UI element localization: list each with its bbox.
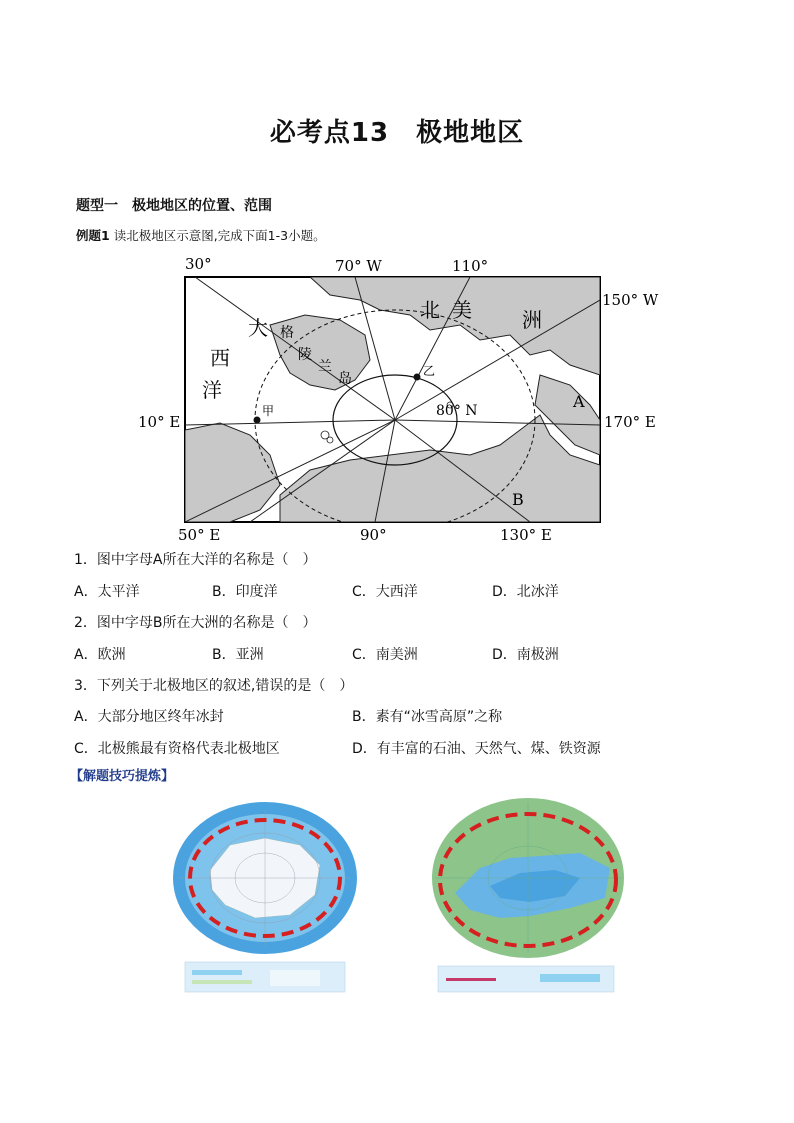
label-70w: 70° W [335,257,382,275]
point-yi [414,374,421,381]
label-170e: 170° E [604,413,656,431]
q3-option-b: B．素有“冰雪高原”之称 [352,709,503,725]
label-150w: 150° W [602,291,659,309]
q2-option-d: D．南极洲 [492,647,559,663]
arctic-map [130,255,670,545]
label-da: 大 [248,316,268,340]
tips-heading: 【解题技巧提炼】 [70,769,175,784]
arctic-color-map [430,798,630,998]
example-intro [76,226,326,244]
label-A: A [573,392,585,411]
q1-option-a: A．太平洋 [74,584,140,600]
q1-option-b: B．印度洋 [212,584,278,600]
q1-option-c: C．大西洋 [352,584,418,600]
antarctica-legend [185,962,345,992]
q3-option-a: A．大部分地区终年冰封 [74,709,224,725]
q3-option-c: C．北极熊最有资格代表北极地区 [74,741,280,757]
q2-option-c: C．南美洲 [352,647,418,663]
label-130e: 130° E [500,526,552,544]
label-ge: 格 [280,325,294,341]
island [327,437,333,443]
label-30: 30° [185,255,212,273]
antarctica-map [170,800,360,1000]
label-yang: 洋 [202,378,222,402]
q2-option-b: B．亚洲 [212,647,264,663]
label-mei: 美 [452,298,472,322]
q3-option-d: D．有丰富的石油、天然气、煤、铁资源 [352,741,601,757]
label-xi: 西 [210,346,230,370]
label-80n: 80° N [436,403,478,419]
label-dao: 岛 [338,371,352,387]
example-text: 读北极地区示意图,完成下面1-3小题。 [113,228,326,243]
label-yi: 乙 [423,364,436,378]
label-B: B [512,490,524,509]
point-jia [254,417,261,424]
page-title: 必考点13 极地地区 [269,118,525,148]
label-90: 90° [360,526,387,544]
question-1-stem: 1．图中字母A所在大洋的名称是（ ） [74,552,317,568]
label-10e: 10° E [138,413,181,431]
label-bei: 北 [420,298,440,322]
label-jia: 甲 [262,404,275,418]
section-heading: 题型一 极地地区的位置、范围 [76,198,272,214]
question-3-stem: 3．下列关于北极地区的叙述,错误的是（ ） [74,678,354,694]
label-zhou: 洲 [522,308,542,332]
legend-swatch [446,978,496,981]
label-lan: 兰 [318,359,332,375]
legend-swatch [540,974,600,982]
legend-swatch [192,970,242,975]
question-2-stem: 2．图中字母B所在大洲的名称是（ ） [74,615,317,631]
example-label: 例题1 [76,228,110,243]
label-110: 110° [452,257,489,275]
q2-option-a: A．欧洲 [74,647,126,663]
q1-option-d: D．北冰洋 [492,584,559,600]
legend-box [270,970,320,986]
label-50e: 50° E [178,526,221,544]
legend-swatch [192,980,252,984]
label-ling: 陵 [298,347,312,363]
